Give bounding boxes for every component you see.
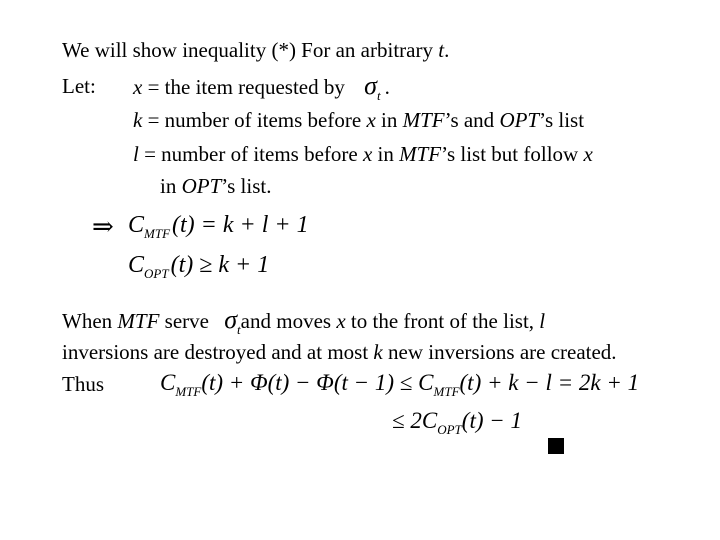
sigma-symbol: σ xyxy=(364,71,377,100)
x-definition: x = the item requested by $\sigma_t$ . xyxy=(133,71,390,103)
equation-copt: $C_{OPT}(t) \ge k + 1$ xyxy=(128,252,270,281)
inversions-line: inversions are destroyed and at most k new inversions are created. xyxy=(62,340,617,364)
k-definition: k = number of items before x in MTF’s and OPT’s list xyxy=(133,108,585,132)
final-bound: ≤ $2C_{OPT}(t) - 1$ xyxy=(392,408,523,437)
sigma-symbol: σ xyxy=(224,305,238,334)
when-line: When MTF serve $\sigma_tand$ moves x to the front of the list, l xyxy=(62,305,546,337)
equation-cmtf: $C_{MTF}(t) = k + l + 1$ xyxy=(128,212,309,241)
let-label: Let: xyxy=(62,74,96,98)
qed-square-icon xyxy=(548,438,564,454)
l-definition-continued: in OPT’s list. xyxy=(160,174,272,198)
potential-inequality: $C_{MTF}(t) + \Phi(t) - \Phi(t - 1) \le C_{MTF}(t) + k - l = 2k + 1$ xyxy=(160,370,640,399)
intro-line: We will show inequality (*) For an arbitrary t. xyxy=(62,38,450,62)
implies-arrow: ⇒ xyxy=(92,212,114,241)
l-definition: l = number of items before x in MTF’s list but follow x xyxy=(133,142,593,166)
thus-label: Thus xyxy=(62,372,104,396)
